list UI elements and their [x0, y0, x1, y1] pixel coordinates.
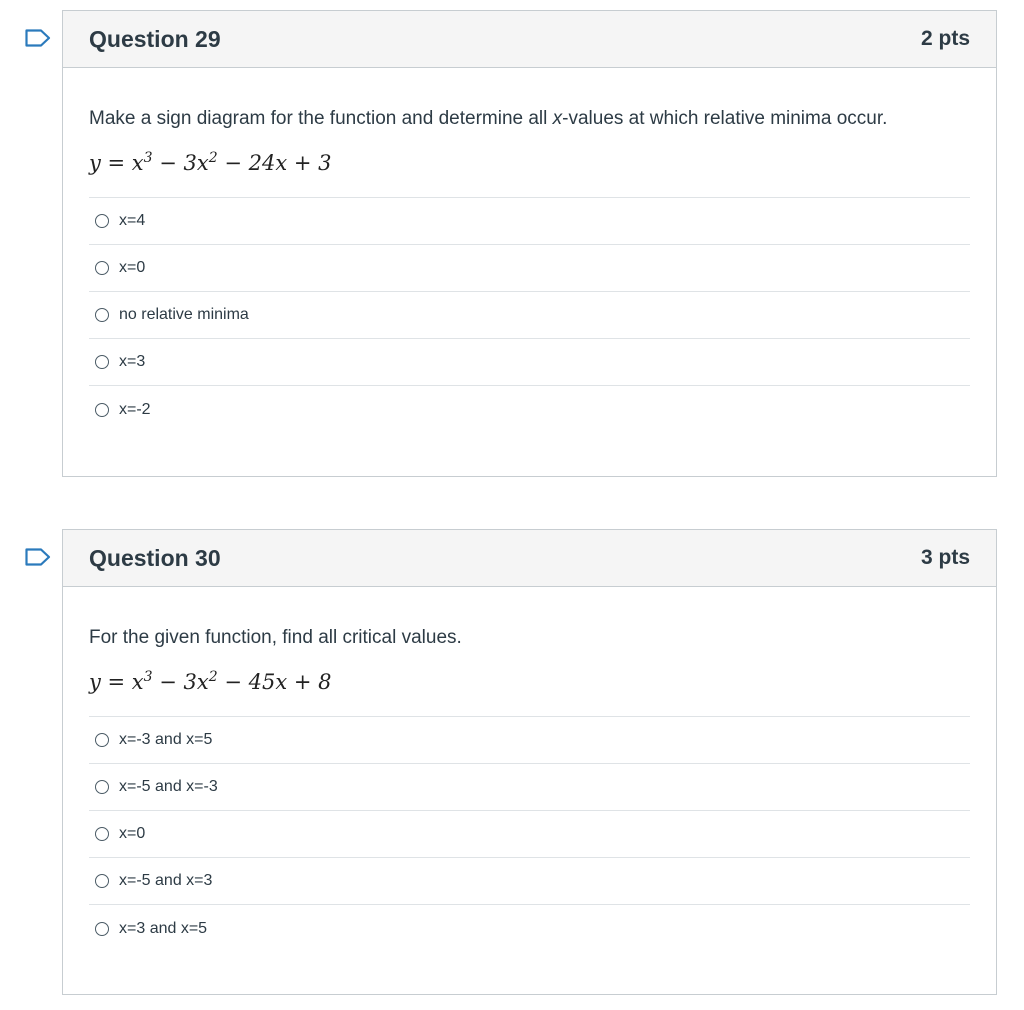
question-29 — [62, 10, 997, 477]
answer-list — [89, 197, 970, 433]
answer-label: x=-2 — [119, 400, 151, 418]
radio-button[interactable] — [95, 261, 109, 275]
answer-option[interactable] — [89, 292, 970, 339]
question-equation: $y = x^3 - 3x^2 - 24x + 3$ — [89, 150, 332, 175]
question-prompt: For the given function, find all critical values. — [89, 627, 462, 648]
answer-option[interactable] — [89, 386, 970, 433]
question-prompt: Make a sign diagram for the function and determine all x-values at which relative minima occur. — [89, 108, 888, 129]
answer-option[interactable] — [89, 905, 970, 952]
radio-button[interactable] — [95, 827, 109, 841]
answer-option[interactable] — [89, 811, 970, 858]
flag-question-icon[interactable] — [25, 548, 51, 566]
question-header — [63, 530, 996, 587]
answer-option[interactable] — [89, 764, 970, 811]
question-30 — [62, 529, 997, 995]
radio-button[interactable] — [95, 355, 109, 369]
answer-label: x=-3 and x=5 — [119, 731, 213, 748]
question-equation: $y = x^3 - 3x^2 - 45x + 8$ — [89, 669, 332, 694]
answer-label: x=-5 and x=-3 — [119, 778, 218, 795]
answer-label: x=3 — [119, 353, 146, 370]
answer-label: x=0 — [119, 825, 146, 842]
flag-question-icon[interactable] — [25, 29, 51, 47]
answer-option[interactable] — [89, 717, 970, 764]
answer-list — [89, 716, 970, 952]
question-header — [63, 11, 996, 68]
answer-label: x=-5 and x=3 — [119, 872, 213, 889]
answer-option[interactable] — [89, 339, 970, 386]
answer-label: x=3 and x=5 — [119, 919, 208, 937]
radio-button[interactable] — [95, 308, 109, 322]
radio-button[interactable] — [95, 733, 109, 747]
answer-option[interactable] — [89, 245, 970, 292]
answer-label: x=0 — [119, 259, 146, 276]
question-title: Question 29 — [89, 25, 221, 52]
answer-label: x=4 — [119, 212, 146, 229]
question-points: 3 pts — [920, 546, 970, 569]
answer-option[interactable] — [89, 858, 970, 905]
radio-button[interactable] — [95, 403, 109, 417]
answer-label: no relative minima — [119, 306, 249, 323]
radio-button[interactable] — [95, 214, 109, 228]
radio-button[interactable] — [95, 780, 109, 794]
question-points: 2 pts — [920, 27, 970, 50]
question-title: Question 30 — [89, 544, 221, 571]
question-body — [63, 587, 996, 952]
answer-option[interactable] — [89, 198, 970, 245]
radio-button[interactable] — [95, 922, 109, 936]
radio-button[interactable] — [95, 874, 109, 888]
question-body — [63, 68, 996, 433]
